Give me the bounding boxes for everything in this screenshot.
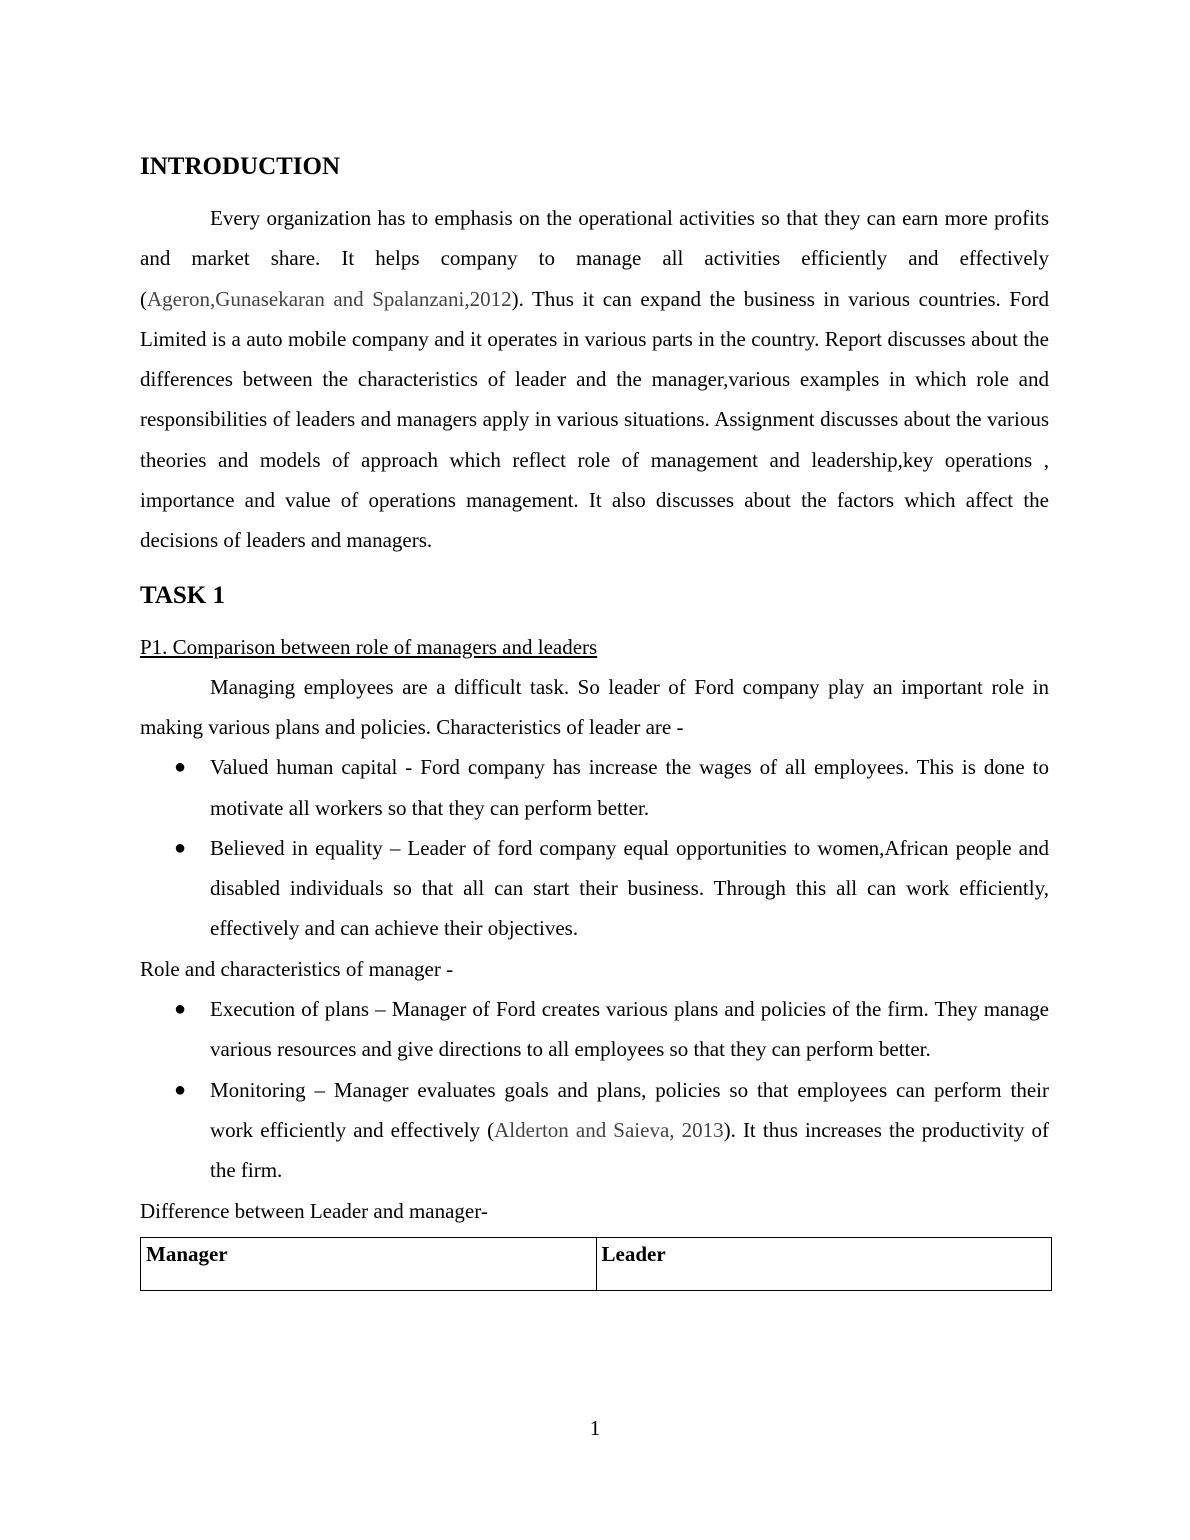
table-header-manager: Manager — [141, 1237, 597, 1290]
bullet-icon: ● — [174, 1078, 187, 1101]
list-item-monitoring — [140, 1070, 1049, 1191]
list-item-text: Execution of plans – Manager of Ford creates various plans and policies of the firm. They manage various resources and give directions to all employees so that they can perform better. — [210, 997, 1049, 1062]
intro-text-part-1: Every organization has to emphasis on the operational activities so that they can earn more profits and market share. It helps company to manage all activities efficiently and effectively ( — [140, 206, 1049, 311]
citation-alderton: Alderton and Saieva, 2013 — [494, 1117, 724, 1142]
citation-ageron: Ageron,Gunasekaran and Spalanzani,2012 — [147, 286, 512, 311]
list-item-text: Valued human capital - Ford company has increase the wages of all employees. This is done to motivate all workers so that they can perform better. — [210, 755, 1049, 820]
bullet-icon: ● — [174, 998, 187, 1021]
leader-intro-paragraph: Managing employees are a difficult task. So leader of Ford company play an important role in making various plans and policies. Characteristics of leader are - — [140, 674, 1049, 739]
list-item-text: Believed in equality – Leader of ford company equal opportunities to women,African people and disabled individuals so that all can start their business. Through this all can work efficiently, effectively and can achieve their objectives. — [210, 835, 1049, 941]
manager-intro-paragraph: Role and characteristics of manager - — [140, 956, 454, 981]
introduction-heading: INTRODUCTION — [140, 153, 341, 180]
difference-intro-paragraph: Difference between Leader and manager- — [140, 1198, 488, 1223]
bullet-icon: ● — [174, 836, 187, 859]
page-number: 1 — [589, 1416, 601, 1440]
table-header-row — [141, 1237, 1052, 1290]
p1-subheading: P1. Comparison between role of managers and leaders — [140, 634, 598, 659]
monitoring-text-part-2: ). It thus increases the productivity of the firm. — [210, 1117, 1049, 1183]
page-content — [140, 150, 1049, 1291]
list-item-believed-in-equality — [140, 828, 1049, 949]
introduction-paragraph — [140, 198, 1049, 561]
list-item-text — [210, 1078, 1049, 1183]
leader-characteristics-list — [140, 747, 1049, 948]
bullet-icon: ● — [174, 756, 187, 779]
table-header-leader: Leader — [596, 1237, 1052, 1290]
monitoring-text-part-1: Monitoring – Manager evaluates goals and plans, policies so that employees can perform their work efficiently and effectively ( — [210, 1077, 1049, 1142]
list-item-execution-of-plans — [140, 989, 1049, 1070]
task1-heading: TASK 1 — [140, 581, 225, 609]
leader-manager-table — [140, 1237, 1052, 1291]
manager-characteristics-list — [140, 989, 1049, 1190]
intro-text-part-2: ). Thus it can expand the business in various countries. Ford Limited is a auto mobile company and it operates in various parts in the country. Report discusses about the differences between the characteristics of leader and the manager,various examples in which role and responsibilities of leaders and managers apply in various situations. Assignment discusses about the various theories and models of approach which reflect role of management and leadership,key operations , importance and value of operations management. It also discusses about the factors which affect the decisions of leaders and managers. — [140, 286, 1049, 553]
list-item-valued-human-capital — [140, 747, 1049, 828]
